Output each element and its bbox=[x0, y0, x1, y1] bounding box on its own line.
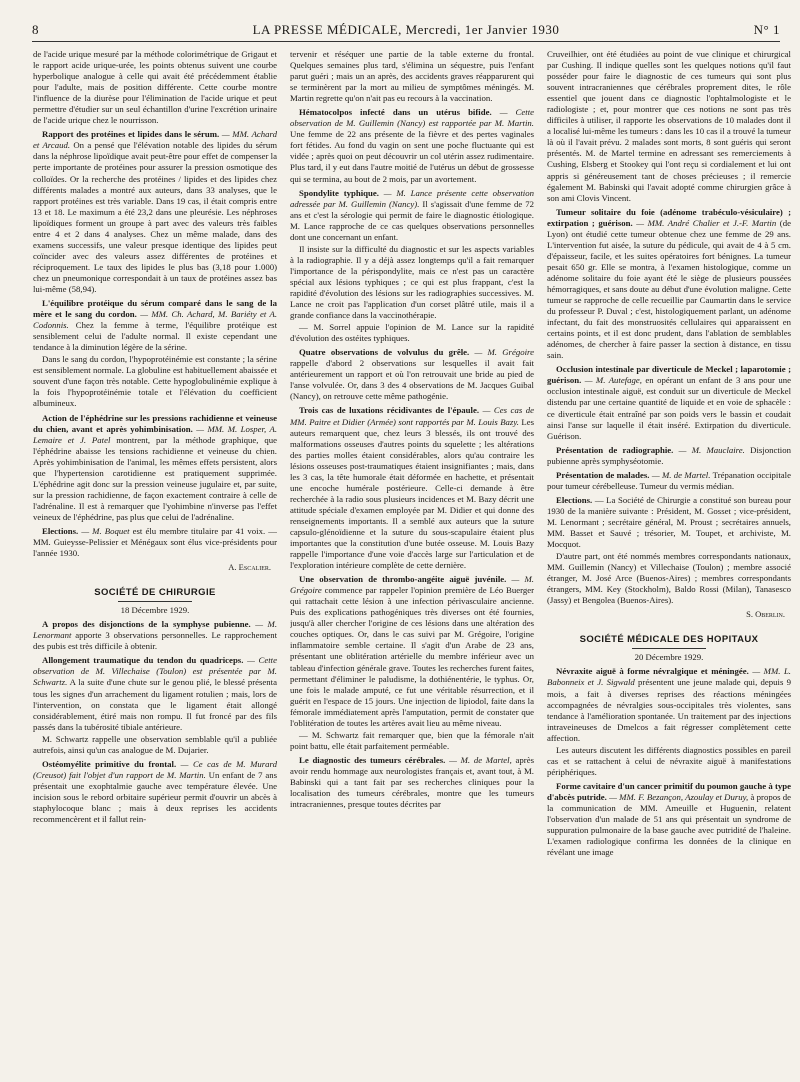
signature-oberlin: S. Oberlin. bbox=[746, 609, 785, 620]
article-authors: — Cette observation de M. Villechaise (Toulon) est présentée par M. Schwartz. bbox=[33, 655, 277, 688]
article-authors: — Cette observation de M. Guillemin (Nancy) est rapportée par M. Martin. bbox=[290, 107, 534, 129]
article-authors: — M. Mauclaire. bbox=[678, 444, 745, 455]
article-paragraph bbox=[547, 666, 791, 743]
article-paragraph bbox=[547, 470, 791, 492]
article-authors: — MM. Ch. Achard, M. Bariéty et A. Codonnis. bbox=[33, 309, 277, 331]
signature-escalier: A. Escalier. bbox=[228, 562, 271, 573]
article-heading: Quatre observations de volvulus du grêle. bbox=[299, 347, 470, 358]
article-text: Un enfant de 7 ans présentait une exophtalmie gauche avec température élevée. Une incision sous le rebord orbitaire supérieur permit d'ouvrir un abcès à staphylocoque blanc ; mais à deux reprises les accidents recommencèrent et il fallut rein- bbox=[33, 769, 277, 825]
article-heading: Hématocolpos infecté dans un utérus bifide. bbox=[299, 107, 492, 118]
body-paragraph bbox=[290, 322, 534, 344]
article-authors: — M. de Martel, bbox=[449, 754, 512, 765]
article-heading: Forme cavitaire d'un cancer primitif du poumon gauche à type d'abcès putride. bbox=[547, 780, 791, 802]
article-paragraph bbox=[547, 495, 791, 550]
article-heading: Névraxite aiguë à forme névralgique et méningée. bbox=[556, 666, 749, 677]
article-authors: — MM. F. Bezançon, Azoulay et Duruy, bbox=[609, 791, 749, 802]
article-paragraph bbox=[33, 759, 277, 825]
article-text: après avoir rendu hommage aux neurologistes français et, avant tout, à M. Babinski qui a tant fait par ses recherches cliniques pour la localisation des tumeurs cérébrales, montre que les tumeurs intracraniennes, presque toutes décrites par bbox=[290, 754, 534, 810]
article-authors: — MM. André Chalier et J.-F. Martin bbox=[636, 217, 777, 228]
column-2 bbox=[290, 49, 534, 1059]
article-text: en opérant un enfant de 3 ans pour une occlusion intestinale aiguë, est conduit sur un diverticule de Meckel distendu par une certaine quantité de liquide et en voie de sphacèle : ce diverticule était entraîné par son poids vers le bassin et coudait ainsi l'anse sur laquelle il était inséré. Extirpation du diverticule. Guérison. bbox=[547, 375, 791, 441]
section-title-hopitaux: SOCIÉTÉ MÉDICALE DES HOPITAUX bbox=[579, 634, 759, 646]
article-text: M. Schwartz rappelle une observation semblable qu'il a publiée autrefois, ainsi qu'un cas analogue de M. Dujarier. bbox=[33, 733, 277, 755]
article-text: Disjonction pubienne après symphyséotomie. bbox=[547, 444, 791, 466]
body-paragraph bbox=[33, 49, 277, 126]
article-authors: — MM. M. Losper, A. Lemaire et J. Patel bbox=[33, 423, 277, 445]
section-rule bbox=[118, 601, 192, 602]
article-heading: Action de l'éphédrine sur les pressions rachidienne et veineuse du chien, avant et après yohimbinisation. bbox=[33, 412, 277, 434]
article-heading: Le diagnostic des tumeurs cérébrales. bbox=[299, 754, 446, 765]
article-paragraph bbox=[290, 755, 534, 810]
article-paragraph bbox=[547, 207, 791, 362]
article-text: tervenir et réséquer une partie de la table externe du frontal. Quelques semaines plus tard, s'élimina un séquestre, puis l'enfant parut guéri ; mais un an après, des accidents graves réapparurent qui se terminèrent par la mort au milieu de symptômes méningés. M. Martin regrette qu'on n'ait pas eu recours à la vaccination. bbox=[290, 49, 534, 104]
article-authors: — M. Boquet bbox=[81, 525, 130, 536]
article-text: de l'acide urique mesuré par la méthode colorimétrique de Grigaut et le rapport acide urique-urée, les points obtenus suivent une courbe hyperbolique analogue à celle qui avait été précédemment établie pour l'adulte, mais de position différente. Cette courbe montre l'influence de la diurèse pour l'élimination de l'acide urique et peut permettre d'étudier sur un seul échantillon d'urine l'excrétion urinaire de l'acide urique chez le nourrisson. bbox=[33, 49, 277, 126]
article-authors: — M. Grégoire bbox=[474, 347, 534, 358]
article-heading: Tumeur solitaire du foie (adénome trabéculo-vésiculaire) ; extirpation ; guérison. bbox=[547, 206, 791, 228]
article-heading: Présentation de radiographie. bbox=[556, 444, 674, 455]
article-heading: A propos des disjonctions de la symphyse pubienne. bbox=[42, 619, 251, 630]
article-paragraph bbox=[547, 445, 791, 467]
article-heading: Ostéomyélite primitive du frontal. bbox=[42, 758, 177, 769]
article-heading: Rapport des protéines et lipides dans le sérum. bbox=[42, 129, 220, 140]
article-text: — M. Sorrel appuie l'opinion de M. Lance sur la rapidité d'évolution des ostéites typhiques. bbox=[290, 322, 534, 344]
article-text: Dans le sang du cordon, l'hypoprotéinémie est constante ; la sérine est sensiblement normale. La globuline est habituellement abaissée et souvent d'une façon très notable. Cette hypoglobulinémie explique à la fois l'hypoprotéinémie totale et l'élévation du coefficient albumineux. bbox=[33, 354, 277, 409]
article-text: D'autre part, ont été nommés membres correspondants nationaux, MM. Guillemin (Nancy) et Villechaise (Toulon) ; membre associé étranger, M. José Arce (Buenos-Aires) ; membres correspondants étrangers, MM. Key (Stockholm), Baldo Rossi (Milan), Tanasesco (Jassy) et Bengolea (Buenos-Aires). bbox=[547, 551, 791, 606]
article-text: Chez la femme à terme, l'équilibre protéique est sensiblement celui de l'adulte normal. Il existe cependant une tendance à la diminution légère de la sérine. bbox=[33, 320, 277, 353]
article-heading: Elections. bbox=[42, 525, 79, 536]
article-authors: — M. Lenormant bbox=[33, 619, 277, 641]
article-authors: — M. Grégoire bbox=[290, 574, 534, 596]
article-heading: Occlusion intestinale par diverticule de Meckel ; laparotomie ; guérison. bbox=[547, 364, 791, 386]
section-date: 18 Décembre 1929. bbox=[120, 605, 190, 616]
article-heading: L'équilibre protéique du sérum comparé dans le sang de la mère et le sang du cordon. bbox=[33, 298, 277, 320]
article-paragraph bbox=[33, 526, 277, 559]
article-paragraph bbox=[290, 574, 534, 729]
article-text: Cruveilhier, ont été étudiées au point de vue clinique et chirurgical par Cushing. Il indique quelles sont les quelques notions qu'il faut posséder pour faire le diagnostic de ces tumeurs qui sont plus souvent intracraniennes que cérébrales proprement dites, le rôle essentiel que jouent dans ce diagnostic l'ophtalmologiste et le radiologiste ; et, pour montrer que ces notions ne sont pas très difficiles à utiliser, il rapporte les observations de 10 malades dont il a localisé lui-même les tumeurs : dans les 10 cas il a trouvé la tumeur là où il l'avait prévu. 2 malades sont morts, 8 sont guéris qui seront présentés. M. de Martel termine en adressant ses remerciements à Cushing, Elsberg et Stookey qui l'ont reçu si cordialement et lui ont appris si généreusement tant de choses précieuses ; il remercie également M. Babinski qui l'avait adopté comme chirurgien grâce à son ami Clovis Vincent. bbox=[547, 49, 791, 203]
article-paragraph bbox=[547, 781, 791, 858]
article-text: Les auteurs discutent les différents diagnostics possibles en pareil cas et se rattachent à celui de névraxite aiguë à manifestations périphériques. bbox=[547, 744, 791, 777]
body-paragraph bbox=[290, 730, 534, 752]
article-heading: Spondylite typhique. bbox=[299, 187, 379, 198]
column-1 bbox=[33, 49, 277, 1059]
article-paragraph bbox=[290, 188, 534, 243]
article-paragraph bbox=[290, 347, 534, 402]
article-text: (de Lyon) ont étudié cette tumeur obtenue chez une femme de 29 ans. L'intervention fut aisée, la suture du pédicule, qui avait de 4 à 5 cm. d'épaisseur, facile, et les suites opératoires fort bénignes. La tumeur pesait 650 gr. Elle se montra, à l'examen histologique, comme un adénome solitaire du foie ayant été le siège de plusieurs poussées hémorragiques, et sans doute au début d'une évolution maligne. Cette tumeur se rapproche de celle recueillie par Caumartin dans le service du professeur P. Duval ; c'est, histologiquement parlant, un adénome infectant, du fait des monstruosités cellulaires qui apparaissent en certains points, et il est donc prudent, dans l'ablation de semblables adénomes, de chercher à faire passer la section à distance, en tissu sain. bbox=[547, 217, 791, 361]
body-paragraph bbox=[33, 354, 277, 409]
article-authors: — M. Autefage, bbox=[584, 375, 642, 386]
header-rule bbox=[32, 41, 780, 42]
article-heading: Trois cas de luxations récidivantes de l'épaule. bbox=[299, 405, 480, 416]
article-heading: Allongement traumatique du tendon du quadriceps. bbox=[42, 655, 244, 666]
journal-title: LA PRESSE MÉDICALE, Mercredi, 1er Janvier 1930 bbox=[252, 22, 560, 37]
body-paragraph bbox=[290, 49, 534, 104]
article-text: à propos de la communication de MM. Ameuille et Huguenin, relatent l'observation d'un malade de 51 ans qui présentait un syndrome de suppuration pulmonaire de la base gauche avec putridité de l'haleine. L'examen radiologique confirma les données de la clinique en révélant une image bbox=[547, 791, 791, 858]
article-text: A la suite d'une chute sur le genou plié, le blessé présenta tous les signes d'un arrachement du ligament rotulien ; mais, lors de l'intervention, on constata que le ligament était allongé considérablement, étiré mais non rompu. Il fut froncé par des fils passés dans la tubérosité tibiale antérieure. bbox=[33, 677, 277, 732]
article-text: rappelle d'abord 2 observations sur lesquelles il avait fait antérieurement un rapport et où l'on retrouvait une bride au pied de l'anse volvulée. Or, dans 3 des 4 observations de M. Jacques Guibal (Nancy), on retrouve cette même pathogénie. bbox=[290, 358, 534, 402]
article-authors: — Ces cas de MM. Paitre et Didier (Armée) sont rapportés par M. Louis Bazy. bbox=[290, 405, 534, 427]
article-paragraph bbox=[33, 298, 277, 353]
body-paragraph bbox=[547, 551, 791, 606]
article-text: est élu membre titulaire par 41 voix. — MM. Guieysse-Pelissier et Ménégaux sont élus vice-présidents pour l'année 1930. bbox=[33, 525, 277, 559]
article-text: Trépanation occipitale pour tumeur cérébelleuse. Tumeur du vermis médian. bbox=[547, 469, 791, 491]
article-heading: Une observation de thrombo-angéite aiguë juvénile. bbox=[299, 574, 507, 585]
article-heading: Elections. bbox=[556, 494, 593, 505]
section-rule bbox=[632, 648, 706, 649]
issue-number: N° 1 bbox=[753, 22, 780, 37]
article-paragraph bbox=[33, 655, 277, 732]
body-paragraph bbox=[547, 49, 791, 204]
body-paragraph bbox=[33, 734, 277, 756]
article-text: Les auteurs remarquent que, chez leurs 3 blessés, ils ont trouvé des malformations osseuses d'autres points du squelette ; les altérations des parties molles étaient considérables, alors qu'au contraire les lésions osseuses post-traumatiques étaient insignifiantes ; mais, dans les 3 cas, la tête humorale était déformée en hachette, et présentait une encoche humérale postérieure. Celle-ci demande à être recherchée à la radio sous plusieurs incidences et M. Bazy décrit une attitude spéciale d'examen employée par M. Didier et qui donne des renseignements importants. Il a semblé aux auteurs que la suture capsulo-glénoïdienne et la suture du sous-scapulaire étaient plus importantes que la constitution d'une butée osseuse. M. Louis Bazy rappelle l'importance d'une voie d'accès large sur l'articulation et de l'exploration intérieure complète de cette dernière. bbox=[290, 416, 534, 571]
article-text: montrent, par la méthode graphique, que l'éphédrine abaisse les tensions rachidienne et veineuse du chien. Après yohimbinisation de l'animal, les mêmes effets persistent, alors que l'hypertension carotidienne est pratiquement supprimée. L'éphédrine agit donc sur la pression veineuse jugulaire et, par suite, sur la pression rachidienne, de façon exactement contraire à celle de l'adrénaline. Il est à remarquer que l'yohimbine n'inverse pas l'effet veineux de l'éphédrine, pas plus que celui de l'adrénaline. bbox=[33, 434, 277, 522]
section-title-chirurgie: SOCIÉTÉ DE CHIRURGIE bbox=[94, 587, 216, 599]
article-paragraph bbox=[33, 129, 277, 295]
article-text: — M. Schwartz fait remarquer que, bien que la fémorale n'ait point battu, elle était parfaitement perméable. bbox=[290, 729, 534, 751]
article-authors: — M. Lance présente cette observation adressée par M. Guillemin (Nancy). bbox=[290, 187, 534, 209]
article-text: Une femme de 22 ans présente de la fièvre et des pertes vaginales fort fétides. Au fond du vagin on sent une poche fluctuante qui est vidée ; après quoi on peut découvrir un col utérin assez rudimentaire. Plus tard, il y eut dans l'autre moitié de l'utérus un début de grossesse qui se termina, au bout de 2 mois, par un avortement. bbox=[290, 129, 534, 184]
body-paragraph bbox=[547, 745, 791, 778]
article-authors: — M. de Martel. bbox=[651, 469, 711, 480]
section-date: 20 Décembre 1929. bbox=[634, 652, 704, 663]
column-3 bbox=[547, 49, 791, 1059]
article-paragraph bbox=[33, 413, 277, 523]
article-text: Il s'agissait d'une femme de 72 ans et c'est la sérologie qui permit de faire le diagnostic étiologique. M. Lance rapproche de ce cas quelques observations personnelles dont une concernant un enfant. bbox=[290, 198, 534, 242]
article-text: présentent une jeune malade qui, depuis 9 mois, a fait à diverses reprises des réactions méningées accompagnées de névralgies sous-occipitales très violentes, sans tendance à l'amélioration spontanée. Un traitement par des injections intraveineuses de Dmelcos a fait régresser complètement cette affection. bbox=[547, 677, 791, 743]
body-paragraph bbox=[290, 244, 534, 321]
article-heading: Présentation de malades. bbox=[556, 469, 650, 480]
article-paragraph bbox=[33, 619, 277, 652]
article-text: — La Société de Chirurgie a constitué son bureau pour 1930 de la manière suivante : Président, M. Gosset ; vice-président, M. Lenormant ; secrétaire général, M. Proust ; secrétaires annuels, MM. Basset et Sauvé ; trésorier, M. Toupet, et archiviste, M. Mocquot. bbox=[547, 494, 791, 550]
article-text: apporte 3 observations personnelles. Le rapprochement des pubis est très difficile à obtenir. bbox=[33, 630, 277, 652]
article-paragraph bbox=[547, 364, 791, 441]
article-authors: — Ce cas de M. Murard (Creusot) fait l'objet d'un rapport de M. Martin. bbox=[33, 758, 277, 780]
page-number: 8 bbox=[32, 22, 39, 37]
article-text: Il insiste sur la difficulté du diagnostic et sur les aspects variables à la radiographie. Il y a déjà assez longtemps qu'il a fait remarquer l'importance de la périspondylite, mais ce n'est pas un caractère spécial aux lésions typhiques ; ce qui est plus frappant, c'est la rapidité d'évolution des lésions sur les radiographies successives. M. Lance ne croit pas l'application d'un corset plâtré utile, mais il a grande confiance dans la vaccinothérapie. bbox=[290, 243, 534, 321]
article-authors: — MM. L. Babonneix et J. Sigwald bbox=[547, 666, 791, 688]
article-text: commence par rappeler l'opinion première de Léo Buerger qui rattachait cette lésion à une infection périvasculaire ancienne. Puis des explications pathogéniques très diverses ont été fournies, jusqu'à aller chercher l'origine de ces lésions dans une altération des couches optiques. Or, dans le cas suivi par M. Grégoire, l'origine inflammatoire semble certaine. Il s'agit d'un Arabe de 23 ans, présentant une oblitération artérielle du membre inférieur avec un tableau d'infection générale grave. Toutes les recherches furent faites, permettant d'éliminer le paludisme, la dothiénentérie, le typhus. Or, une fois le malade amputé, ce fut une véritable résurrection, et il guérit en l'espace de 15 jours. Une injection de lipiodol, faite dans la fémorale immédiatement après l'amputation, permit de constater que l'oblitération de toutes les artères avait lieu au même niveau. bbox=[290, 585, 534, 728]
article-paragraph bbox=[290, 107, 534, 184]
article-paragraph bbox=[290, 405, 534, 571]
article-text: On a pensé que l'élévation notable des lipides du sérum dans la néphrose lipoïdique avait peut-être pour effet de compenser la perte importante de protéines pour assurer la pression osmotique des colloïdes. Or la recherche des protéines / lipides et des lipides chez différents malades a montré aux auteurs, dans 33 analyses, que le rapport protéines est très variable. Dans 19 cas, il était compris entre 13 et 18. Le maximum a été 23,2 dans une pleurésie. Les néphroses lipoïdiques forment un groupe à part avec des valeurs très faibles entre 4 et 2 dans 4 analyses. Chez un même malade, dans des examens successifs, une valeur presque identique des lipides peut coïncider avec des valeurs assez différentes de protéines et réciproquement. Le taux des lipides le plus bas (3,18 pour 1.000) chez un pneumonique correspondait à un taux de protéines assez bas lui-même (58,94). bbox=[33, 140, 277, 294]
article-authors: — MM. Achard et Arcaud. bbox=[33, 129, 277, 151]
page-header bbox=[32, 22, 780, 40]
